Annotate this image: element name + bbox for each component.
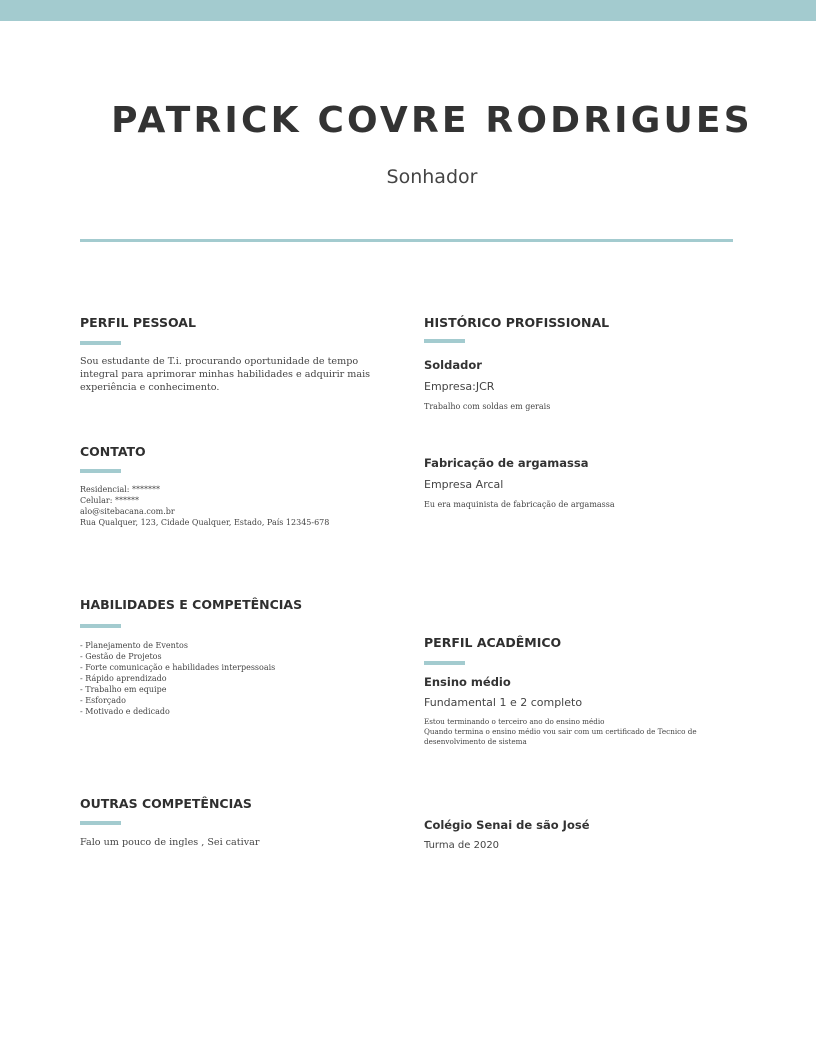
perfil-heading: PERFIL PESSOAL [80, 315, 196, 330]
contato-heading: CONTATO [80, 444, 146, 459]
list-item: - Motivado e dedicado [80, 707, 170, 716]
resume-subtitle: Sonhador [386, 166, 478, 188]
education-subtitle: Turma de 2020 [424, 840, 500, 851]
education-subtitle: Fundamental 1 e 2 completo [424, 696, 583, 709]
outras-heading: OUTRAS COMPETÊNCIAS [80, 796, 252, 811]
resume-name: PATRICK COVRE RODRIGUES [111, 100, 753, 141]
education-desc-line: Estou terminando o terceiro ano do ensino médio [424, 717, 605, 726]
job-title: Fabricação de argamassa [424, 456, 589, 470]
habilidades-list [80, 640, 400, 717]
education-description [424, 717, 724, 747]
contato-block [80, 484, 400, 528]
habilidades-accent-bar [80, 624, 121, 628]
outras-accent-bar [80, 821, 121, 825]
job-description: Eu era maquinista de fabricação de argamassa [424, 500, 615, 509]
historico-heading: HISTÓRICO PROFISSIONAL [424, 315, 610, 330]
job-company: Empresa:JCR [424, 380, 495, 393]
perfil-text: Sou estudante de T.i. procurando oportunidade de tempo integral para aprimorar minhas habilidades e adquirir mais experiência e conhecimento. [80, 356, 371, 393]
list-item: - Forte comunicação e habilidades interpessoais [80, 663, 276, 672]
job-description: Trabalho com soldas em gerais [424, 402, 551, 411]
contato-email: alo@sitebacana.com.br [80, 507, 175, 516]
habilidades-heading: HABILIDADES E COMPETÊNCIAS [80, 597, 303, 612]
academico-accent-bar [424, 661, 465, 665]
historico-accent-bar [424, 339, 465, 343]
header-divider [80, 239, 733, 242]
academico-heading: PERFIL ACADÊMICO [424, 635, 562, 650]
contato-endereco: Rua Qualquer, 123, Cidade Qualquer, Estado, País 12345-678 [80, 518, 330, 527]
list-item: - Gestão de Projetos [80, 652, 162, 661]
outras-text: Falo um pouco de ingles , Sei cativar [80, 837, 260, 848]
list-item: - Rápido aprendizado [80, 674, 167, 683]
top-accent-bar [0, 0, 816, 21]
list-item: - Esforçado [80, 696, 126, 705]
job-title: Soldador [424, 358, 482, 372]
perfil-accent-bar [80, 341, 121, 345]
job-company: Empresa Arcal [424, 478, 504, 491]
contato-residencial: Residencial: ******* [80, 485, 161, 494]
contato-celular: Celular: ****** [80, 496, 139, 505]
education-title: Colégio Senai de são José [424, 818, 590, 832]
list-item: - Trabalho em equipe [80, 685, 167, 694]
contato-accent-bar [80, 469, 121, 473]
education-title: Ensino médio [424, 675, 511, 689]
list-item: - Planejamento de Eventos [80, 641, 188, 650]
education-desc-line: Quando termina o ensino médio vou sair com um certificado de Tecnico de desenvolvimento de sistema [424, 727, 697, 746]
